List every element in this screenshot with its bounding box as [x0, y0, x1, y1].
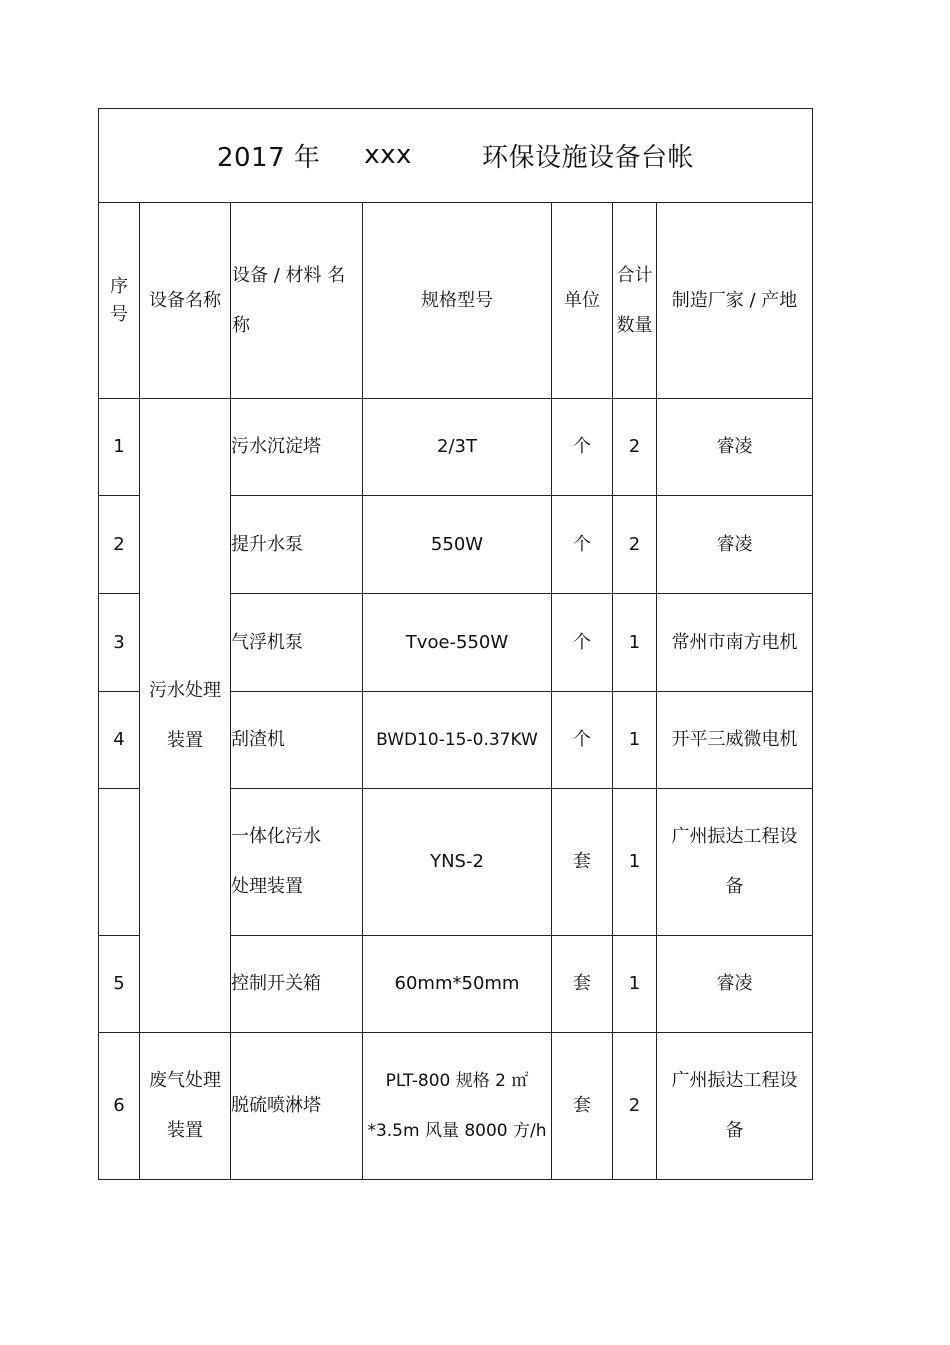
cell-material: 气浮机泵	[231, 631, 303, 653]
cell-spec: Tvoe-550W	[405, 631, 509, 653]
cell-seq: 3	[113, 631, 125, 653]
table-row-3-spec	[363, 594, 551, 691]
cell-qty: 1	[628, 851, 641, 872]
cell-material: 刮渣机	[231, 729, 285, 750]
table-row-2-material	[231, 496, 362, 593]
header-device-name-label: 设备名称	[149, 289, 221, 311]
header-material-name-label: 设备 / 材料 名称	[232, 264, 346, 336]
cell-spec: BWD10-15-0.37KW	[376, 730, 538, 750]
page-title	[98, 108, 813, 202]
cell-unit: 个	[573, 631, 591, 653]
table-row-1-spec	[363, 399, 551, 495]
group-exhaust	[140, 1033, 230, 1179]
table-row-7-maker	[657, 1033, 812, 1179]
table-row-1-material	[231, 399, 362, 495]
table-row-5-maker	[657, 789, 812, 935]
header-spec-label: 规格型号	[421, 289, 493, 311]
table-row-3-seq	[99, 594, 139, 691]
cell-unit: 个	[573, 729, 591, 750]
equipment-ledger-table	[98, 108, 813, 1180]
cell-unit: 套	[573, 851, 591, 872]
cell-maker: 睿凌	[716, 973, 753, 994]
table-row-6-qty	[613, 936, 656, 1032]
table-row-4-maker	[657, 692, 812, 788]
table-row-5-unit	[552, 789, 612, 935]
border-bottom	[98, 1179, 813, 1180]
cell-seq: 2	[113, 533, 125, 555]
table-row-6-spec	[363, 936, 551, 1032]
table-row-6-unit	[552, 936, 612, 1032]
header-unit-label: 单位	[564, 289, 600, 311]
cell-spec: 2/3T	[437, 436, 477, 457]
cell-qty: 2	[628, 436, 641, 457]
table-row-7-spec	[363, 1033, 551, 1179]
cell-seq: 6	[113, 1095, 125, 1116]
table-row-7-material	[231, 1033, 362, 1179]
table-row-4-material	[231, 692, 362, 788]
group-exhaust-label: 废气处理装置	[149, 1070, 221, 1141]
cell-spec: YNS-2	[430, 851, 484, 872]
header-unit	[552, 203, 612, 398]
cell-spec: 60mm*50mm	[394, 973, 520, 994]
cell-maker: 开平三威微电机	[671, 729, 798, 750]
header-seq-label: 序号	[110, 275, 128, 325]
cell-qty: 1	[628, 729, 641, 750]
table-row-3-maker	[657, 594, 812, 691]
table-row-4-spec	[363, 692, 551, 788]
cell-material: 一体化污水处理装置	[231, 826, 321, 897]
table-row-6-seq	[99, 936, 139, 1032]
table-row-1-maker	[657, 399, 812, 495]
table-row-5-seq	[99, 789, 139, 935]
cell-spec: 550W	[430, 533, 484, 555]
table-row-5-qty	[613, 789, 656, 935]
cell-unit: 个	[573, 436, 591, 457]
cell-qty: 2	[628, 1095, 641, 1116]
table-row-6-maker	[657, 936, 812, 1032]
table-row-2-qty	[613, 496, 656, 593]
title-company: xxx	[364, 140, 412, 170]
header-spec	[363, 203, 551, 398]
cell-unit: 套	[573, 973, 591, 994]
table-row-4-unit	[552, 692, 612, 788]
table-row-7-qty	[613, 1033, 656, 1179]
cell-material: 污水沉淀塔	[231, 436, 321, 457]
table-row-3-qty	[613, 594, 656, 691]
table-row-7-unit	[552, 1033, 612, 1179]
table-row-4-qty	[613, 692, 656, 788]
table-row-1-unit	[552, 399, 612, 495]
cell-seq: 1	[113, 436, 125, 457]
title-year: 2017 年	[216, 142, 321, 173]
cell-maker: 广州振达工程设备	[671, 826, 798, 897]
group-wastewater-label: 污水处理装置	[149, 679, 221, 751]
table-row-2-seq	[99, 496, 139, 593]
table-row-1-seq	[99, 399, 139, 495]
cell-qty: 2	[628, 533, 641, 555]
table-row-3-unit	[552, 594, 612, 691]
header-maker	[657, 203, 812, 398]
table-row-3-material	[231, 594, 362, 691]
cell-qty: 1	[628, 631, 641, 653]
cell-maker: 睿凌	[716, 533, 753, 555]
header-maker-label: 制造厂家 / 产地	[671, 289, 798, 311]
table-row-6-material	[231, 936, 362, 1032]
cell-material: 脱硫喷淋塔	[231, 1095, 321, 1116]
table-row-5-spec	[363, 789, 551, 935]
cell-material: 控制开关箱	[231, 973, 321, 994]
header-seq	[99, 203, 139, 398]
header-qty-label: 合计数量	[616, 264, 653, 336]
cell-maker: 常州市南方电机	[671, 631, 798, 653]
title-main: 环保设施设备台帐	[482, 142, 695, 173]
cell-seq: 5	[113, 973, 125, 994]
cell-material: 提升水泵	[231, 533, 303, 555]
cell-qty: 1	[628, 973, 641, 994]
header-material-name	[231, 203, 362, 398]
cell-spec: PLT-800 规格 2 ㎡ *3.5m 风量 8000 方/h	[367, 1071, 547, 1141]
table-row-5-material	[231, 789, 362, 935]
header-device-name	[140, 203, 230, 398]
cell-unit: 套	[573, 1095, 591, 1116]
table-row-2-unit	[552, 496, 612, 593]
header-qty	[613, 203, 656, 398]
cell-maker: 广州振达工程设备	[671, 1070, 798, 1141]
table-row-2-maker	[657, 496, 812, 593]
table-row-1-qty	[613, 399, 656, 495]
table-row-7-seq	[99, 1033, 139, 1179]
cell-seq: 4	[113, 729, 125, 750]
cell-unit: 个	[573, 533, 591, 555]
table-row-4-seq	[99, 692, 139, 788]
cell-maker: 睿凌	[716, 436, 753, 457]
table-row-2-spec	[363, 496, 551, 593]
border-right	[812, 108, 813, 1180]
group-wastewater	[140, 399, 230, 1032]
